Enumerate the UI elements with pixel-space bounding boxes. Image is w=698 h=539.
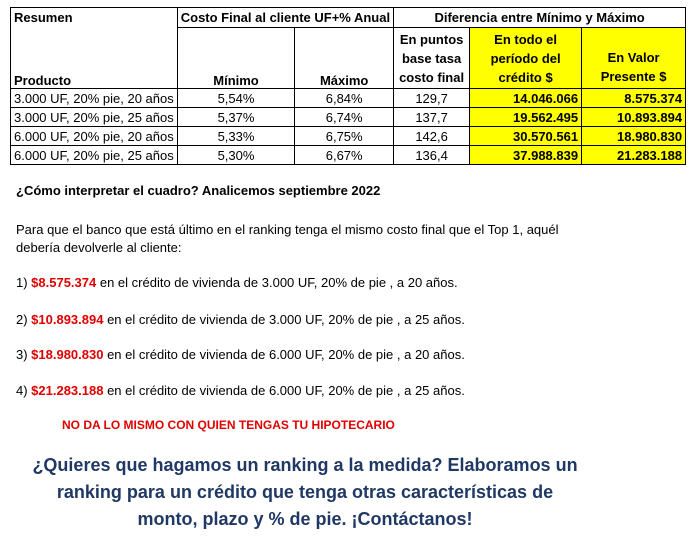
cell-periodo: 30.570.561: [470, 127, 582, 146]
cell-periodo: 37.988.839: [470, 146, 582, 165]
summary-table: [10, 7, 686, 165]
header-valor-line1: En Valor: [607, 50, 660, 65]
item-amount: $8.575.374: [31, 275, 97, 290]
item-text: en el crédito de vivienda de 3.000 UF, 20% de pie , a 20 años.: [96, 275, 458, 290]
cell-producto: 6.000 UF, 20% pie, 25 años: [11, 146, 178, 165]
cell-valor: 21.283.188: [582, 146, 686, 165]
cell-minimo: 5,33%: [177, 127, 295, 146]
item-number: 2): [16, 312, 32, 327]
cell-minimo: 5,30%: [177, 146, 295, 165]
cell-valor: 10.893.894: [582, 108, 686, 127]
header-diferencia: Diferencia entre Mínimo y Máximo: [394, 8, 686, 28]
item-number: 3): [16, 347, 32, 362]
item-amount: $21.283.188: [31, 383, 104, 398]
cell-puntos: 137,7: [394, 108, 470, 127]
table-row: [11, 127, 686, 146]
cell-maximo: 6,74%: [295, 108, 394, 127]
intro-line-2: debería devolverle al cliente:: [16, 240, 182, 255]
item-number: 1): [16, 275, 32, 290]
cell-puntos: 129,7: [394, 89, 470, 108]
cell-valor: 18.980.830: [582, 127, 686, 146]
header-en-puntos: [394, 28, 470, 89]
header-producto: Producto: [11, 28, 178, 89]
header-valor: [582, 28, 686, 89]
item-text: en el crédito de vivienda de 6.000 UF, 20% de pie , a 20 años.: [103, 347, 465, 362]
header-en-puntos-line1: En puntos: [399, 31, 464, 47]
cell-producto: 3.000 UF, 20% pie, 20 años: [11, 89, 178, 108]
item-text: en el crédito de vivienda de 6.000 UF, 20% de pie , a 25 años.: [103, 383, 465, 398]
cell-maximo: 6,75%: [295, 127, 394, 146]
header-costo-final: Costo Final al cliente UF+% Anual: [177, 8, 393, 28]
list-item: [16, 383, 465, 398]
cta-line-1: ¿Quieres que hagamos un ranking a la medida? Elaboramos un: [32, 455, 578, 475]
cta-line-2: ranking para un crédito que tenga otras características de: [56, 482, 554, 502]
header-valor-line2: Presente $: [600, 69, 667, 84]
item-amount: $18.980.830: [31, 347, 104, 362]
table-row: [11, 146, 686, 165]
warning-text: NO DA LO MISMO CON QUIEN TENGAS TU HIPOTECARIO: [62, 418, 395, 432]
cell-periodo: 19.562.495: [470, 108, 582, 127]
header-periodo-line2: período del: [490, 50, 561, 66]
contact-call-to-action: [20, 452, 590, 533]
cell-periodo: 14.046.066: [470, 89, 582, 108]
cell-maximo: 6,67%: [295, 146, 394, 165]
list-item: [16, 347, 465, 362]
list-item: [16, 312, 465, 327]
header-maximo: Máximo: [295, 28, 394, 89]
list-item: [16, 275, 458, 290]
cell-producto: 3.000 UF, 20% pie, 25 años: [11, 108, 178, 127]
table-row: [11, 89, 686, 108]
item-number: 4): [16, 383, 32, 398]
header-resumen: Resumen: [11, 8, 178, 28]
item-text: en el crédito de vivienda de 3.000 UF, 20% de pie , a 25 años.: [103, 312, 465, 327]
header-periodo: [470, 28, 582, 89]
cell-minimo: 5,37%: [177, 108, 295, 127]
header-en-puntos-line2: base tasa: [401, 50, 462, 66]
table-row: [11, 108, 686, 127]
section-heading: ¿Cómo interpretar el cuadro? Analicemos septiembre 2022: [16, 183, 381, 198]
intro-line-1: Para que el banco que está último en el ranking tenga el mismo costo final que el Top 1, aquél: [16, 222, 559, 237]
cell-maximo: 6,84%: [295, 89, 394, 108]
cell-puntos: 136,4: [394, 146, 470, 165]
cta-line-3: monto, plazo y % de pie. ¡Contáctanos!: [137, 509, 473, 529]
header-periodo-line1: En todo el: [494, 31, 558, 47]
cell-minimo: 5,54%: [177, 89, 295, 108]
header-minimo: Mínimo: [177, 28, 295, 89]
cell-valor: 8.575.374: [582, 89, 686, 108]
header-periodo-line3: crédito $: [498, 69, 553, 85]
item-amount: $10.893.894: [31, 312, 104, 327]
cell-puntos: 142,6: [394, 127, 470, 146]
cell-producto: 6.000 UF, 20% pie, 20 años: [11, 127, 178, 146]
header-en-puntos-line3: costo final: [399, 69, 465, 85]
